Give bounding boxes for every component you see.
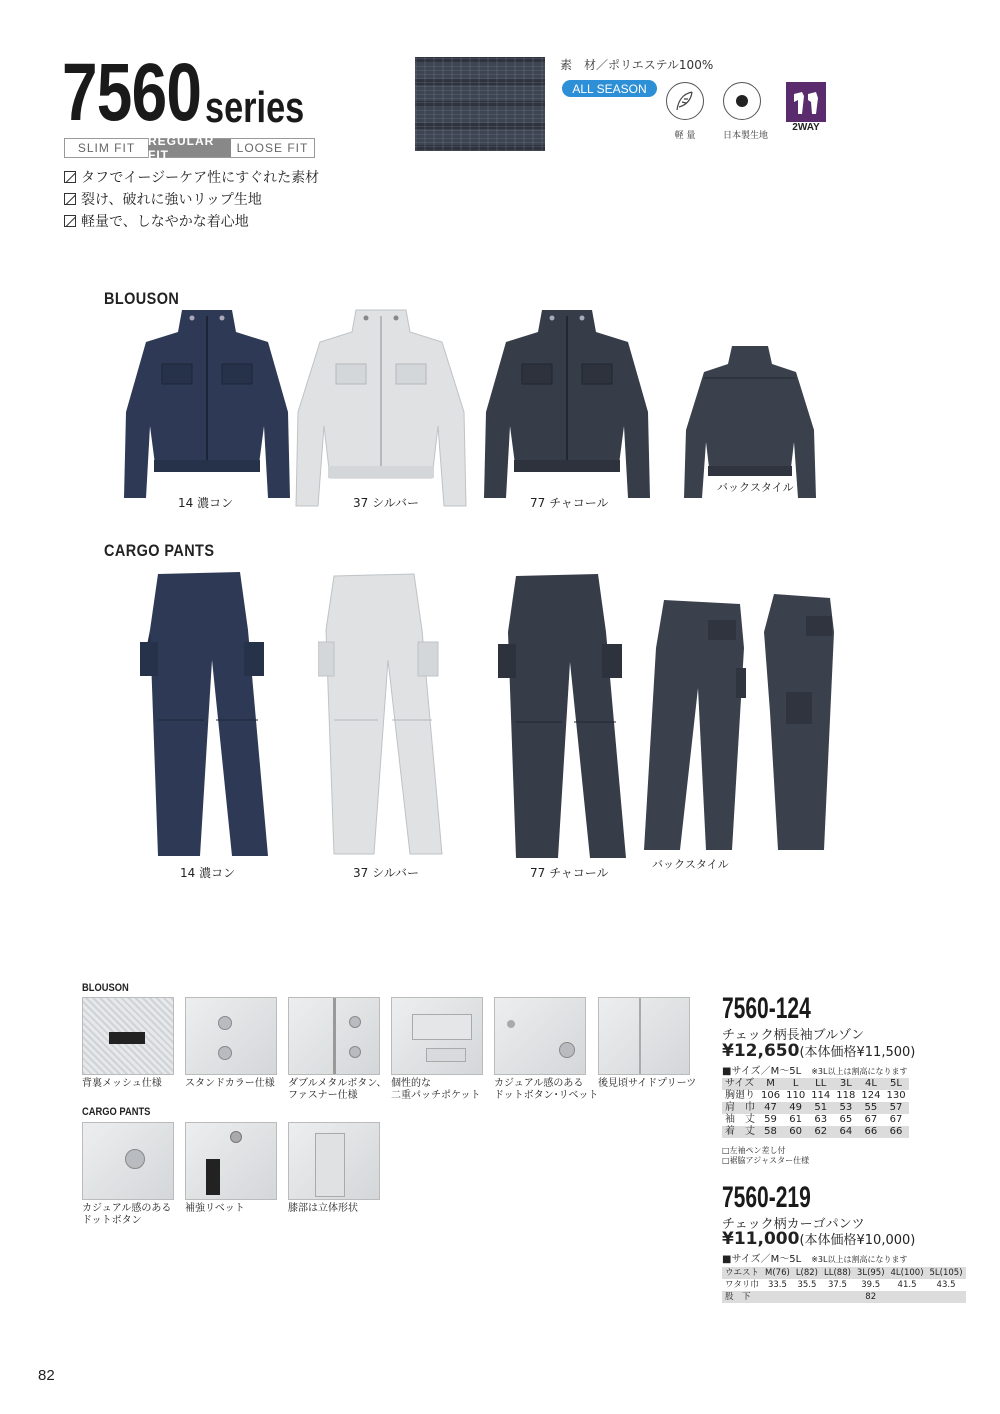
feature-item [64,210,319,232]
double-button-image [288,997,380,1075]
button-icon [218,1046,232,1060]
detail-item [185,997,277,1090]
blouson-navy-image [118,302,296,502]
blouson-silver-image [292,302,470,512]
feature-text: 軽量で、しなやかな着心地 [81,214,249,230]
product1-size: ■サイズ／M～5L ※3L以上は割高になります [722,1066,908,1077]
detail-caption: 後見頃サイドプリーツ [598,1078,697,1089]
side-pleat-image [598,997,690,1075]
button-icon [559,1042,575,1058]
knee-shape-image [288,1122,380,1200]
detail-caption: 個性的な 二重パッチポケット [391,1078,481,1101]
fit-slim: SLIM FIT [77,141,136,155]
pants-charcoal-caption: 77 チャコール [530,866,609,880]
2way-label: 2WAY [792,122,820,133]
product2-code: 7560-219 [722,1181,811,1214]
feature-item [64,166,319,188]
pocket-flap [426,1048,466,1062]
pants-dot-button-image [82,1122,174,1200]
rivet-icon [230,1131,242,1143]
pleat-line [639,998,641,1075]
fabric-swatch [415,57,545,151]
pants-heading: CARGO PANTS [104,541,215,560]
made-in-japan-badge [723,82,768,141]
product2-name: チェック柄カーゴパンツ [722,1217,865,1232]
knee-panel [315,1133,345,1197]
detail-item [494,997,598,1101]
pants-silver-caption: 37 シルバー [353,866,419,880]
made-in-japan-label: 日本製生地 [723,131,769,141]
pants-back-caption: バックスタイル [652,858,729,871]
detail-blouson-heading: BLOUSON [82,982,129,994]
patch-pocket-image [391,997,483,1075]
season-badge: ALL SEASON [562,80,657,97]
button-icon [349,1016,361,1028]
detail-caption: カジュアル感のある ドットボタン [82,1203,172,1226]
detail-item [598,997,696,1090]
blouson-back-image [680,342,820,502]
product1-code: 7560-124 [722,992,811,1025]
mesh-lining-image [82,997,174,1075]
rivet-icon [507,1020,515,1028]
button-icon [125,1149,145,1169]
product1-notes: □左袖ペン差し付 □裾脇アジャスター仕様 [722,1146,810,1166]
pants-side-image [760,592,840,854]
pants-charcoal-image [498,572,638,862]
price-sub: (本体価格¥11,500) [799,1045,916,1060]
detail-caption: カジュアル感のある ドットボタン･リベット [494,1078,599,1101]
product1-price [722,1041,915,1061]
pants-silver-image [318,570,448,860]
zipper-line [333,998,336,1075]
label-tag [206,1159,220,1195]
checkbox-icon [64,193,76,205]
material-text: 素 材／ポリエステル100% [560,58,714,72]
detail-item [391,997,483,1101]
detail-item [185,1122,277,1215]
detail-caption: スタンドカラー仕様 [185,1078,275,1089]
series-word: series [205,83,305,132]
detail-caption: 補強リベット [185,1203,245,1214]
pants-navy-image [140,570,280,860]
blouson-back-caption: バックスタイル [717,481,794,494]
price-value: ¥11,000 [722,1229,800,1249]
stand-collar-image [185,997,277,1075]
feather-icon [666,82,704,120]
blouson-charcoal-caption: 77 チャコール [530,496,609,510]
feature-list [64,166,319,232]
feature-text: 裂け、破れに強いリップ生地 [81,192,262,208]
fit-selector [64,134,315,162]
product2-price [722,1229,915,1249]
pants-navy-caption: 14 濃コン [180,866,236,880]
lightweight-label: 軽 量 [674,131,696,141]
blouson-heading: BLOUSON [104,289,180,308]
checkbox-icon [64,215,76,227]
2way-badge [786,82,826,134]
product2-size: ■サイズ／M～5L ※3L以上は割高になります [722,1254,908,1265]
button-icon [218,1016,232,1030]
detail-pants-heading: CARGO PANTS [82,1106,151,1118]
page-number: 82 [38,1367,55,1384]
label-tag [109,1032,145,1044]
made-in-japan-icon [723,82,761,120]
lightweight-badge [666,82,704,141]
checkbox-icon [64,171,76,183]
reinforce-rivet-image [185,1122,277,1200]
button-icon [349,1046,361,1058]
feature-item [64,188,319,210]
product1-size-table: サイズ M L LL 3L 4L 5L 胸廻り 106 110 114 118 124 130 肩 巾 47 49 51 53 55 57 袖 丈 59 61 63 65 67 67 着 丈 58 60 62 64 66 66 [722,1078,909,1138]
blouson-charcoal-image [478,302,656,502]
blouson-navy-caption: 14 濃コン [178,496,234,510]
detail-item [288,1122,380,1215]
price-sub: (本体価格¥10,000) [799,1233,916,1248]
product1-name: チェック柄長袖ブルゾン [722,1028,865,1043]
detail-caption: 背裏メッシュ仕様 [82,1078,162,1089]
product2-size-table: ウエスト M(76) L(82) LL(88) 3L(95) 4L(100) 5L(105) ワタリ巾 33.5 35.5 37.5 39.5 41.5 43.5 股 下 82 [722,1267,966,1303]
detail-item [82,1122,174,1226]
price-value: ¥12,650 [722,1041,800,1061]
detail-caption: 膝部は立体形状 [288,1203,358,1214]
series-number: 7560 [62,47,202,138]
detail-item [288,997,387,1101]
fit-loose: LOOSE FIT [236,141,309,155]
feature-text: タフでイージーケア性にすぐれた素材 [81,170,320,186]
fit-regular: REGULAR FIT [148,139,231,157]
pants-back-image [636,598,748,854]
pocket-flap [412,1014,472,1040]
blouson-silver-caption: 37 シルバー [353,496,419,510]
detail-caption: ダブルメタルボタン、 ファスナー仕様 [288,1078,387,1101]
dot-button-image [494,997,586,1075]
2way-icon [786,82,826,122]
detail-item [82,997,174,1090]
